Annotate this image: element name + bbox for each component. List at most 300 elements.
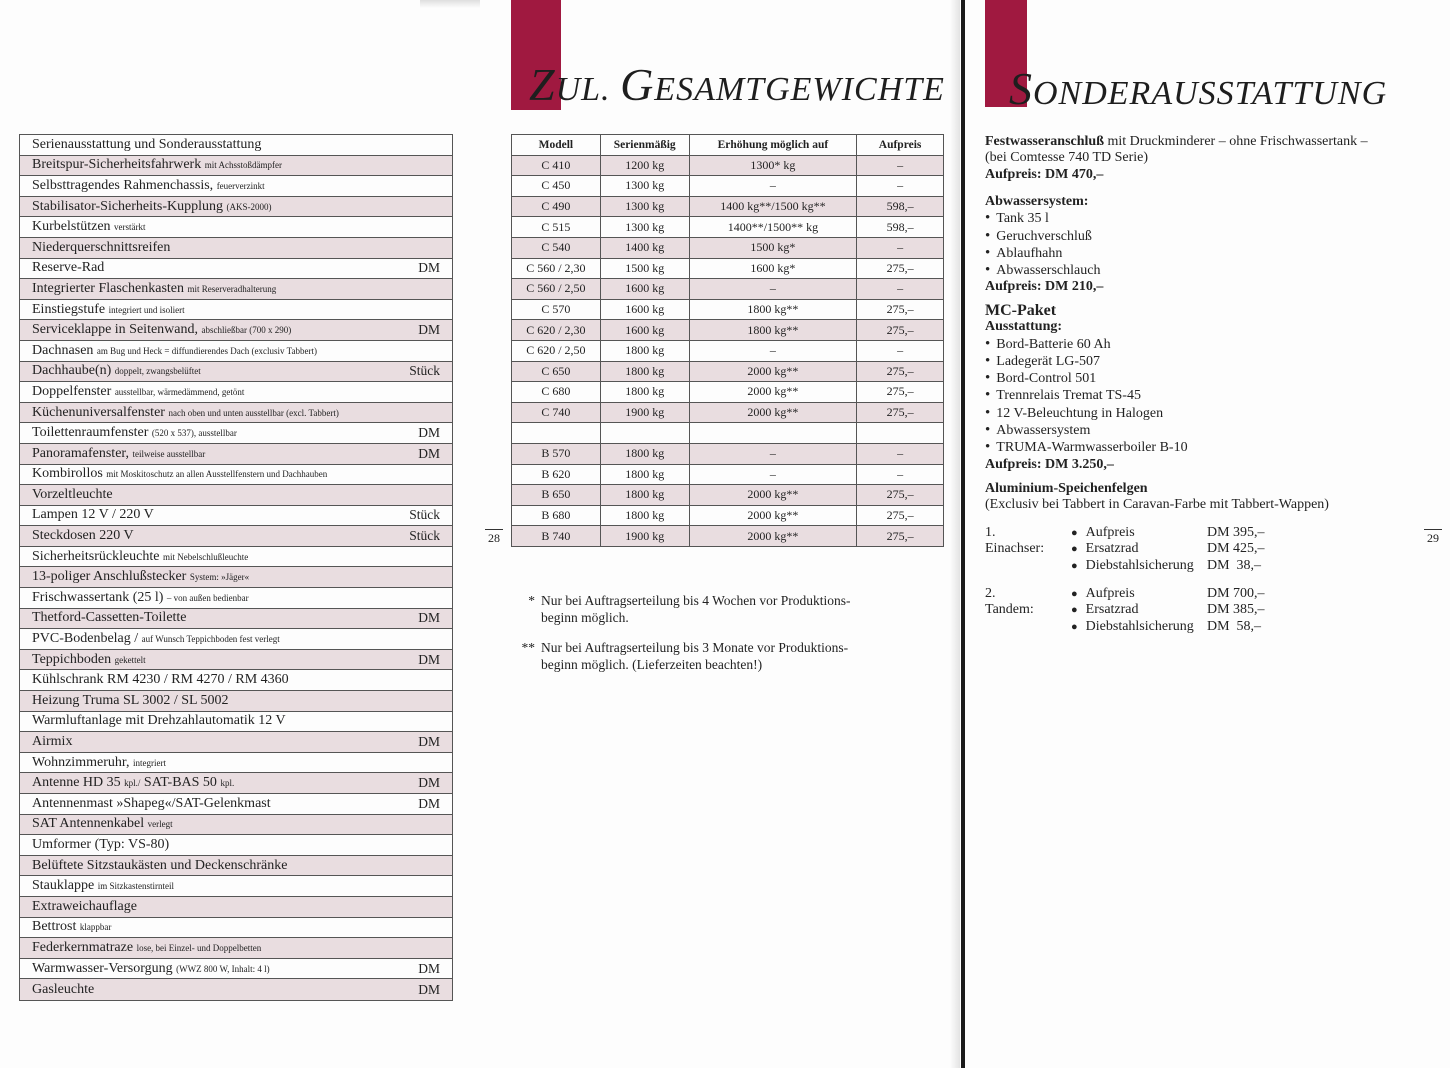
table-cell: 1800 kg — [600, 464, 689, 485]
equipment-row — [20, 959, 452, 980]
equipment-note: feuerverzinkt — [216, 180, 265, 191]
table-cell: C 650 — [512, 361, 601, 382]
equipment-name — [32, 837, 400, 853]
table-cell: – — [857, 176, 944, 197]
equipment-main: Dachnasen — [32, 342, 94, 358]
table-row — [512, 196, 944, 217]
equipment-row — [20, 362, 452, 383]
equipment-unit: DM — [418, 445, 440, 461]
page-number-right: 29 — [1424, 529, 1442, 546]
equipment-row — [20, 526, 452, 547]
mc-item: • Trennrelais Tremat TS-45 — [985, 387, 1188, 404]
equipment-unit: Stück — [409, 363, 440, 379]
table-cell: 1600 kg — [600, 320, 689, 341]
column-header: Modell — [512, 135, 601, 156]
section-price: Aufpreis: DM 470,– — [985, 166, 1104, 182]
equipment-note: (520 x 537), ausstellbar — [151, 428, 237, 439]
equipment-note: integriert — [132, 757, 166, 768]
table-cell: 1800 kg — [600, 382, 689, 403]
title-part: ONDERAUSSTATTUNG — [1033, 75, 1388, 112]
equipment-row — [20, 588, 452, 609]
equipment-main: PVC-Bodenbelag / — [32, 631, 139, 647]
rim-prices — [1207, 525, 1265, 574]
equipment-main: Reserve-Rad — [32, 260, 105, 276]
equipment-name — [32, 178, 400, 194]
equipment-unit: DM — [418, 960, 440, 976]
table-cell: C 680 — [512, 382, 601, 403]
table-cell: C 560 / 2,30 — [512, 258, 601, 279]
equipment-name — [32, 940, 400, 956]
equipment-main: Steckdosen 220 V — [32, 528, 134, 544]
equipment-unit: Stück — [409, 507, 440, 523]
table-row — [512, 526, 944, 547]
equipment-unit: Stück — [409, 528, 440, 544]
title-initial: S — [1009, 63, 1033, 114]
table-cell: – — [857, 443, 944, 464]
equipment-main: Serienausstattung und Sonderausstattung — [32, 136, 262, 152]
equipment-note: auf Wunsch Teppichboden fest verlegt — [141, 634, 280, 645]
rim-prices — [1207, 586, 1265, 635]
equipment-note: teilweise ausstellbar — [132, 448, 206, 459]
equipment-main: Extraweichauflage — [32, 898, 137, 914]
equipment-row — [20, 135, 452, 156]
table-cell: 2000 kg** — [689, 526, 857, 547]
equipment-row — [20, 217, 452, 238]
equipment-name — [32, 446, 400, 462]
equipment-name — [32, 899, 400, 915]
equipment-note: integriert und isoliert — [108, 304, 185, 315]
table-cell: 1300 kg — [600, 176, 689, 197]
table-cell: 598,– — [857, 217, 944, 238]
equipment-name — [32, 405, 400, 421]
equipment-unit: DM — [418, 651, 440, 667]
table-cell — [512, 423, 601, 444]
equipment-note: kpl. — [220, 778, 235, 789]
equipment-name — [32, 734, 400, 750]
rim-items — [1071, 525, 1194, 574]
table-cell: – — [689, 279, 857, 300]
table-cell: 1600 kg — [600, 279, 689, 300]
equipment-row — [20, 856, 452, 877]
equipment-row — [20, 300, 452, 321]
title-initial: Z — [529, 59, 556, 110]
column-header: Aufpreis — [857, 135, 944, 156]
equipment-name — [32, 240, 400, 256]
equipment-name — [32, 507, 400, 523]
equipment-main: SAT Antennenkabel — [32, 816, 145, 832]
footnote-text: beginn möglich. (Lieferzeiten beachten!) — [541, 657, 763, 672]
table-cell: 598,– — [857, 196, 944, 217]
equipment-main: Warmwasser-Versorgung — [32, 960, 173, 976]
equipment-main: Vorzeltleuchte — [32, 486, 113, 502]
equipment-row — [20, 691, 452, 712]
equipment-main: Kombirollos — [32, 466, 103, 482]
spine-shadow — [950, 0, 960, 1068]
equipment-note: im Sitzkastenstirnteil — [97, 881, 174, 892]
equipment-name — [32, 590, 400, 606]
weight-table — [511, 134, 944, 547]
table-cell: 1800 kg** — [689, 299, 857, 320]
equipment-note: doppelt, zwangsbelüftet — [114, 366, 201, 377]
equipment-row — [20, 547, 452, 568]
table-cell: – — [857, 464, 944, 485]
section-text: (bei Comtesse 740 TD Serie) — [985, 150, 1149, 166]
equipment-main: Toilettenraumfenster — [32, 425, 149, 441]
waste-item: • Tank 35 l — [985, 210, 1103, 227]
table-cell: C 450 — [512, 176, 601, 197]
equipment-row — [20, 732, 452, 753]
equipment-main: Teppichboden — [32, 651, 112, 667]
table-cell — [857, 423, 944, 444]
equipment-row — [20, 650, 452, 671]
equipment-name — [32, 384, 400, 400]
table-cell: 1500 kg — [600, 258, 689, 279]
table-cell: – — [689, 176, 857, 197]
equipment-note: verstärkt — [114, 222, 146, 233]
footnote-text: beginn möglich. — [541, 610, 629, 625]
footnote-2 — [513, 639, 848, 673]
table-cell: 1900 kg — [600, 526, 689, 547]
equipment-unit: DM — [418, 734, 440, 750]
table-row — [512, 217, 944, 238]
equipment-name — [32, 569, 400, 585]
equipment-unit: DM — [418, 795, 440, 811]
rim-item: ● Ersatzrad — [1071, 602, 1194, 618]
table-row — [512, 464, 944, 485]
equipment-name — [32, 816, 400, 832]
equipment-name — [32, 919, 400, 935]
equipment-main: Dachhaube(n) — [32, 363, 112, 379]
equipment-note: gekettelt — [114, 654, 146, 665]
section-subtitle: (Exclusiv bei Tabbert in Caravan-Farbe mit Tabbert-Wappen) — [985, 497, 1329, 513]
equipment-row — [20, 794, 452, 815]
page-edge-shadow — [420, 0, 480, 8]
equipment-row — [20, 567, 452, 588]
waste-item: • Abwasserschlauch — [985, 262, 1103, 279]
rim-group-label: 1. Einachser: — [985, 525, 1045, 557]
table-cell: 1800 kg — [600, 485, 689, 506]
table-cell: C 515 — [512, 217, 601, 238]
table-cell — [600, 423, 689, 444]
table-row — [512, 320, 944, 341]
equipment-name — [32, 610, 400, 626]
equipment-note: (WWZ 800 W, Inhalt: 4 l) — [176, 963, 270, 974]
book-spine — [961, 0, 965, 1068]
equipment-name — [32, 672, 400, 688]
table-cell: C 570 — [512, 299, 601, 320]
equipment-name — [32, 466, 400, 482]
equipment-main: Thetford-Cassetten-Toilette — [32, 610, 187, 626]
rim-item: ● Diebstahlsicherung — [1071, 619, 1194, 635]
table-row — [512, 299, 944, 320]
equipment-main: Gasleuchte — [32, 981, 95, 997]
equipment-note: ausstellbar, wärmedämmend, getönt — [114, 386, 245, 397]
table-cell: 1800 kg — [600, 505, 689, 526]
table-cell: 275,– — [857, 382, 944, 403]
section-title: MC-Paket — [985, 302, 1057, 319]
section-title: Abwassersystem: — [985, 194, 1089, 209]
table-cell: – — [857, 155, 944, 176]
mc-paket-section — [985, 303, 1188, 473]
table-cell: 275,– — [857, 526, 944, 547]
equipment-name — [32, 199, 400, 215]
table-cell: B 650 — [512, 485, 601, 506]
fresh-water-section — [985, 134, 1368, 183]
equipment-note: abschließbar (700 x 290) — [201, 325, 292, 336]
equipment-note: am Bug und Heck = diffundierendes Dach (exclusiv Tabbert) — [96, 345, 317, 356]
equipment-main: Airmix — [32, 734, 73, 750]
mc-item: • Bord-Control 501 — [985, 370, 1188, 387]
equipment-name — [32, 858, 400, 874]
equipment-main: Integrierter Flaschenkasten — [32, 280, 184, 296]
equipment-row — [20, 341, 452, 362]
equipment-main: Frischwassertank (25 l) — [32, 589, 164, 605]
table-cell: C 620 / 2,50 — [512, 340, 601, 361]
equipment-row — [20, 444, 452, 465]
equipment-name — [32, 652, 400, 668]
section-price: Aufpreis: DM 3.250,– — [985, 456, 1114, 472]
equipment-row — [20, 753, 452, 774]
equipment-name — [32, 631, 400, 647]
table-cell: 1300 kg — [600, 217, 689, 238]
table-cell: 1400 kg — [600, 237, 689, 258]
page-title-right — [1009, 62, 1387, 115]
table-cell: 1900 kg — [600, 402, 689, 423]
footnote-mark: ** — [521, 640, 535, 655]
equipment-main: Breitspur-Sicherheitsfahrwerk — [32, 157, 202, 173]
equipment-note: (AKS-2000) — [226, 201, 272, 212]
footnote-mark: * — [528, 593, 535, 608]
table-row — [512, 237, 944, 258]
equipment-note: lose, bei Einzel- und Doppelbetten — [136, 942, 262, 953]
equipment-main: 13-poliger Anschlußstecker — [32, 569, 187, 585]
equipment-note: nach oben und unten ausstellbar (excl. Tabbert) — [168, 407, 339, 418]
equipment-name — [32, 137, 400, 153]
mc-item: • TRUMA-Warmwasserboiler B-10 — [985, 439, 1188, 456]
equipment-row — [20, 279, 452, 300]
table-row — [512, 382, 944, 403]
table-cell: C 410 — [512, 155, 601, 176]
rim-price: DM 395,– — [1207, 525, 1265, 540]
equipment-name — [32, 157, 400, 173]
equipment-name — [32, 961, 400, 977]
equipment-row — [20, 320, 452, 341]
section-price: Aufpreis: DM 210,– — [985, 279, 1104, 295]
equipment-name — [32, 487, 400, 503]
equipment-row — [20, 465, 452, 486]
rim-price: DM 385,– — [1207, 602, 1265, 618]
table-cell: – — [689, 464, 857, 485]
equipment-unit: DM — [418, 260, 440, 276]
equipment-row — [20, 938, 452, 959]
table-row — [512, 485, 944, 506]
table-cell: – — [857, 237, 944, 258]
equipment-row — [20, 176, 452, 197]
rim-item: ● Aufpreis — [1071, 525, 1194, 541]
waste-water-section — [985, 194, 1103, 296]
equipment-note: mit Moskitoschutz an allen Ausstellfenstern und Dachhauben — [106, 469, 328, 480]
equipment-name — [32, 260, 400, 276]
title-part: UL. — [555, 71, 621, 108]
equipment-name — [32, 302, 400, 318]
equipment-unit: DM — [418, 610, 440, 626]
equipment-name — [32, 775, 400, 791]
table-row — [512, 176, 944, 197]
equipment-main: Lampen 12 V / 220 V — [32, 507, 154, 523]
equipment-row — [20, 403, 452, 424]
table-row — [512, 258, 944, 279]
table-cell: 1800 kg — [600, 443, 689, 464]
mc-item: • Abwassersystem — [985, 422, 1188, 439]
waste-item: • Geruchverschluß — [985, 228, 1103, 245]
table-cell: C 620 / 2,30 — [512, 320, 601, 341]
table-cell: – — [689, 340, 857, 361]
page-title-left — [529, 58, 945, 111]
equipment-name — [32, 425, 400, 441]
equipment-unit: DM — [418, 775, 440, 791]
equipment-name — [32, 982, 400, 998]
rim-item: ● Ersatzrad — [1071, 541, 1194, 557]
equipment-unit: DM — [418, 322, 440, 338]
equipment-row — [20, 609, 452, 630]
waste-water-items — [985, 210, 1103, 279]
equipment-main: Kurbelstützen — [32, 219, 111, 235]
table-cell: 275,– — [857, 320, 944, 341]
equipment-row — [20, 773, 452, 794]
equipment-row — [20, 423, 452, 444]
table-cell: 275,– — [857, 485, 944, 506]
equipment-name — [32, 693, 400, 709]
column-header: Erhöhung möglich auf — [689, 135, 857, 156]
table-cell: B 620 — [512, 464, 601, 485]
rim-group-label: 2. Tandem: — [985, 586, 1034, 618]
equipment-row — [20, 506, 452, 527]
equipment-row — [20, 629, 452, 650]
table-cell: – — [689, 443, 857, 464]
column-header: Serienmäßig — [600, 135, 689, 156]
equipment-main: Antenne HD 35 — [32, 775, 121, 791]
equipment-name — [32, 713, 400, 729]
equipment-main: Stabilisator-Sicherheits-Kupplung — [32, 198, 224, 214]
table-cell: C 740 — [512, 402, 601, 423]
table-cell: 1300* kg — [689, 155, 857, 176]
equipment-main: Wohnzimmeruhr, — [32, 754, 130, 770]
table-cell: – — [857, 340, 944, 361]
equipment-main: Einstiegstufe — [32, 301, 106, 317]
table-row — [512, 402, 944, 423]
equipment-name — [32, 755, 400, 771]
equipment-name — [32, 528, 400, 544]
rim-price: DM 38,– — [1207, 557, 1262, 573]
table-cell: B 570 — [512, 443, 601, 464]
equipment-main: Selbsttragendes Rahmenchassis, — [32, 177, 214, 193]
equipment-name — [32, 796, 400, 812]
equipment-main: SAT-BAS 50 — [143, 775, 217, 791]
table-cell: B 740 — [512, 526, 601, 547]
equipment-name — [32, 343, 400, 359]
rim-price: DM 425,– — [1207, 541, 1265, 557]
equipment-name — [32, 549, 400, 565]
equipment-note: System: »Jäger« — [189, 572, 250, 583]
table-row — [512, 505, 944, 526]
equipment-main: Warmluftanlage mit Drehzahlautomatik 12 V — [32, 713, 286, 729]
title-part-2: ESAMTGEWICHTE — [654, 71, 945, 108]
equipment-note: mit Achsstoßdämpfer — [204, 160, 282, 171]
table-cell: 1800 kg** — [689, 320, 857, 341]
table-row — [512, 443, 944, 464]
mc-item: • 12 V-Beleuchtung in Halogen — [985, 405, 1188, 422]
table-cell: 2000 kg** — [689, 361, 857, 382]
equipment-row — [20, 156, 452, 177]
rims-section — [985, 481, 1329, 514]
equipment-main: Federkernmatraze — [32, 939, 134, 955]
section-subtitle: Ausstattung: — [985, 319, 1063, 335]
table-cell: C 540 — [512, 237, 601, 258]
equipment-note: – von außen bedienbar — [166, 592, 249, 603]
equipment-note: verlegt — [147, 819, 173, 830]
equipment-note: mit Nebelschlußleuchte — [163, 551, 249, 562]
table-cell: 275,– — [857, 258, 944, 279]
table-row — [512, 423, 944, 444]
equipment-unit: DM — [418, 981, 440, 997]
table-cell: 1300 kg — [600, 196, 689, 217]
footnote-1 — [513, 592, 851, 626]
table-cell: 275,– — [857, 299, 944, 320]
equipment-row — [20, 979, 452, 1000]
equipment-row — [20, 897, 452, 918]
table-row — [512, 340, 944, 361]
table-row — [512, 279, 944, 300]
equipment-main: Antennenmast »Shapeg«/SAT-Gelenkmast — [32, 795, 271, 811]
equipment-list — [19, 134, 453, 1001]
waste-item: • Ablaufhahn — [985, 245, 1103, 262]
equipment-name — [32, 878, 400, 894]
table-cell: 275,– — [857, 505, 944, 526]
table-cell — [689, 423, 857, 444]
table-cell: 2000 kg** — [689, 382, 857, 403]
section-title: Festwasseranschluß — [985, 134, 1105, 149]
mc-item: • Bord-Batterie 60 Ah — [985, 336, 1188, 353]
equipment-main: Bettrost — [32, 919, 77, 935]
equipment-row — [20, 259, 452, 280]
table-cell: 1800 kg — [600, 340, 689, 361]
rim-items — [1071, 586, 1194, 635]
equipment-row — [20, 238, 452, 259]
equipment-row — [20, 835, 452, 856]
page-number-left: 28 — [485, 529, 503, 546]
table-cell: 1800 kg — [600, 361, 689, 382]
title-initial-2: G — [620, 59, 655, 110]
section-text: mit Druckminderer – ohne Frischwassertank – — [1104, 134, 1368, 149]
mc-item: • Ladegerät LG-507 — [985, 353, 1188, 370]
rim-item: ● Diebstahlsicherung — [1071, 558, 1194, 574]
table-row — [512, 361, 944, 382]
equipment-main: Belüftete Sitzstaukästen und Deckenschränke — [32, 857, 288, 873]
equipment-name — [32, 219, 400, 235]
equipment-row — [20, 197, 452, 218]
equipment-main: Panoramafenster, — [32, 445, 130, 461]
rim-item: ● Aufpreis — [1071, 586, 1194, 602]
equipment-main: Niederquerschnittsreifen — [32, 239, 171, 255]
equipment-main: Serviceklappe in Seitenwand, — [32, 322, 199, 338]
equipment-unit: DM — [418, 425, 440, 441]
table-cell: – — [857, 279, 944, 300]
table-cell: 275,– — [857, 402, 944, 423]
equipment-main: Doppelfenster — [32, 383, 112, 399]
table-cell: 1600 kg* — [689, 258, 857, 279]
equipment-row — [20, 815, 452, 836]
footnote-text: Nur bei Auftragserteilung bis 3 Monate vor Produktions- — [541, 640, 849, 655]
